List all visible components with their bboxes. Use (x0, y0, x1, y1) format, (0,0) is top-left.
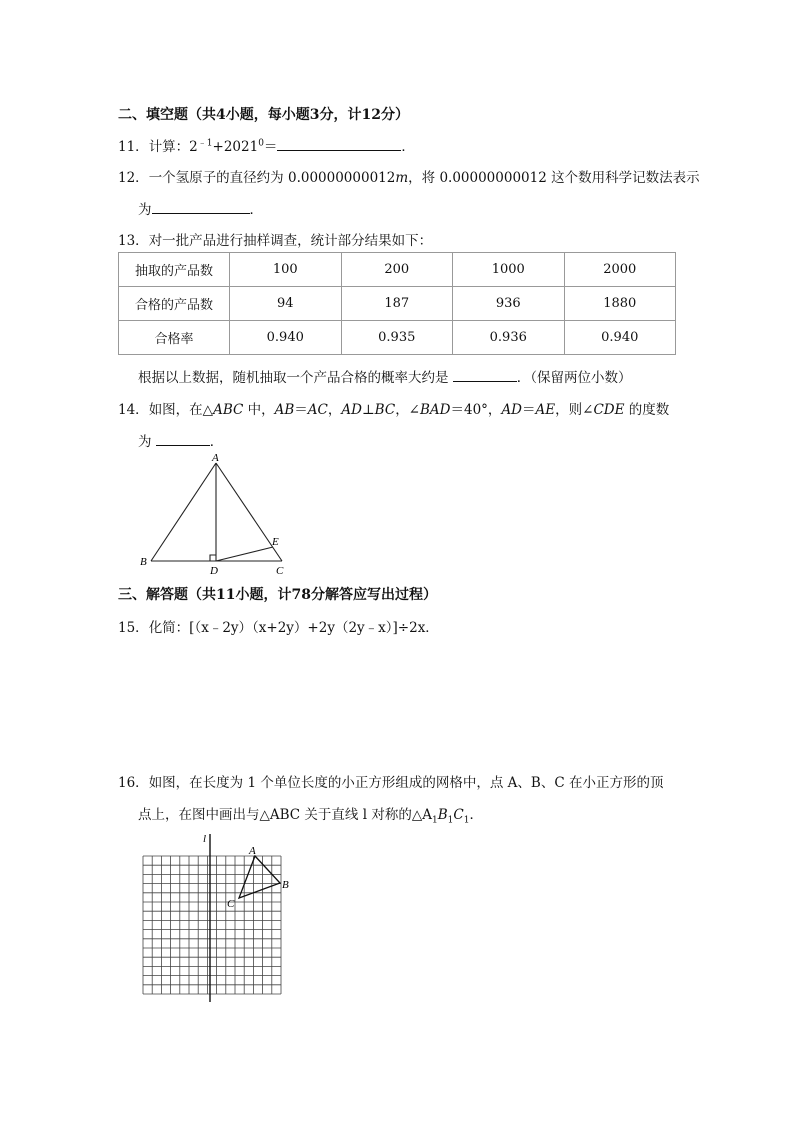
q14-var: AD (341, 402, 362, 418)
q14-text: 的度数 (624, 402, 670, 418)
q14-var: AD (501, 402, 523, 418)
table-cell: 0.940 (230, 321, 342, 355)
q16-grid-figure (135, 830, 300, 1010)
point-label-b: B (140, 556, 147, 568)
table-row-label: 抽取的产品数 (119, 253, 230, 287)
question-11 (118, 135, 415, 155)
q14-text: ，则∠ (555, 402, 594, 418)
question-14-line1 (118, 398, 669, 418)
q14-var: BC (374, 402, 396, 418)
question-16-line1 (118, 771, 663, 791)
section-3-heading: 三、解答题（共11小题，计78分解答应写出过程） (118, 587, 437, 603)
section-2-heading: 二、填空题（共4小题，每小题3分，计12分） (118, 107, 409, 123)
q14-text: ，∠ (395, 402, 420, 418)
q12-text: 一个氢原子的直径约为 0.00000000012 (148, 170, 396, 186)
q14-var: ABC (213, 402, 244, 418)
q14-var: AC (307, 402, 328, 418)
q12-number: 12． (118, 170, 149, 186)
q13-after-suffix: ．（保留两位小数） (516, 370, 632, 386)
q16-text-2-tail: ． (469, 807, 483, 823)
q11-end: ． (401, 139, 415, 155)
q14-text: ＝40°， (450, 402, 502, 418)
q12-text-rest: ，将 0.00000000012 这个数用科学记数法表示 (408, 170, 700, 186)
q14-text: ， (327, 402, 342, 418)
question-15 (118, 616, 439, 636)
q12-answer-blank[interactable] (152, 201, 250, 214)
grid-point-label-a: A (249, 845, 256, 857)
table-cell: 0.936 (453, 321, 565, 355)
point-label-a: A (212, 452, 219, 464)
table-cell: 187 (341, 287, 453, 321)
grid-point-label-c: C (227, 898, 235, 910)
grid-point-label-b: B (282, 879, 289, 891)
table-row-label: 合格的产品数 (119, 287, 230, 321)
table-cell: 200 (341, 253, 453, 287)
q11-sup1: ﹣1 (197, 138, 213, 149)
q14-var: AE (535, 402, 556, 418)
q11-text-mid: +2021 (212, 139, 259, 155)
segment-ab (151, 463, 216, 561)
table-row-label: 合格率 (119, 321, 230, 355)
table-row (119, 321, 676, 355)
q13-answer-blank[interactable] (453, 369, 517, 382)
q11-eq: ＝ (263, 139, 278, 155)
q11-answer-blank[interactable] (277, 138, 401, 151)
point-label-c: C (276, 565, 284, 577)
table-cell: 94 (230, 287, 342, 321)
q14-var: CDE (593, 402, 625, 418)
q13-text: 对一批产品进行抽样调查，统计部分结果如下： (148, 233, 433, 249)
table-cell: 0.940 (564, 321, 676, 355)
triangle-abc (239, 856, 280, 898)
q11-sup2: 0 (258, 138, 264, 149)
question-13-after (138, 366, 632, 386)
q12-unit: m (395, 170, 409, 186)
question-12-line1 (118, 166, 700, 186)
table-row (119, 287, 676, 321)
line-label-l: l (203, 833, 207, 845)
table-cell: 1000 (453, 253, 565, 287)
q11-number: 11． (118, 139, 149, 155)
segment-de (216, 547, 273, 561)
point-label-d: D (210, 565, 218, 577)
right-angle-mark (210, 555, 216, 561)
q16-text-2: 点上，在图中画出与△ABC 关于直线 l 对称的△A (138, 807, 432, 823)
q15-text: 化简：[（x﹣2y）（x+2y）+2y（2y﹣x）]÷2x． (148, 620, 439, 636)
q13-results-table (118, 252, 676, 355)
q14-text: 如图，在△ (148, 402, 214, 418)
q12-end: ． (249, 202, 263, 218)
q14-text: ＝ (294, 402, 308, 418)
q13-after-prefix: 根据以上数据，随机抽取一个产品合格的概率大约是 (138, 370, 449, 386)
question-12-line2 (138, 198, 263, 218)
q16-text: 如图，在长度为 1 个单位长度的小正方形组成的网格中，点 A、B、C 在小正方形的顶 (148, 775, 664, 791)
point-label-e: E (272, 536, 279, 548)
table-cell: 936 (453, 287, 565, 321)
grid-lines (143, 856, 281, 994)
q14-number: 14． (118, 402, 149, 418)
table-row (119, 253, 676, 287)
q13-number: 13． (118, 233, 149, 249)
q15-number: 15． (118, 620, 149, 636)
q14-answer-blank[interactable] (156, 433, 210, 446)
q14-var: AB (274, 402, 295, 418)
q14-end: ． (209, 434, 224, 450)
table-cell: 2000 (564, 253, 676, 287)
table-cell: 1880 (564, 287, 676, 321)
q14-triangle-figure (135, 450, 295, 578)
q11-text-prefix: 计算：2 (148, 139, 198, 155)
question-14-line2 (138, 430, 223, 450)
question-13 (118, 229, 432, 249)
q14-text: ＝ (522, 402, 536, 418)
question-16-line2: 点上，在图中画出与△ABC 关于直线 l 对称的$\triangle A_1B_1C_1$． (138, 807, 483, 826)
q16-number: 16． (118, 775, 149, 791)
q12-line2-prefix: 为 (138, 202, 152, 218)
q14-text: ⊥ (361, 402, 375, 418)
table-cell: 0.935 (341, 321, 453, 355)
q14-text: 中， (243, 402, 275, 418)
q14-line2-prefix: 为 (138, 434, 152, 450)
table-cell: 100 (230, 253, 342, 287)
q14-var: BAD (420, 402, 451, 418)
